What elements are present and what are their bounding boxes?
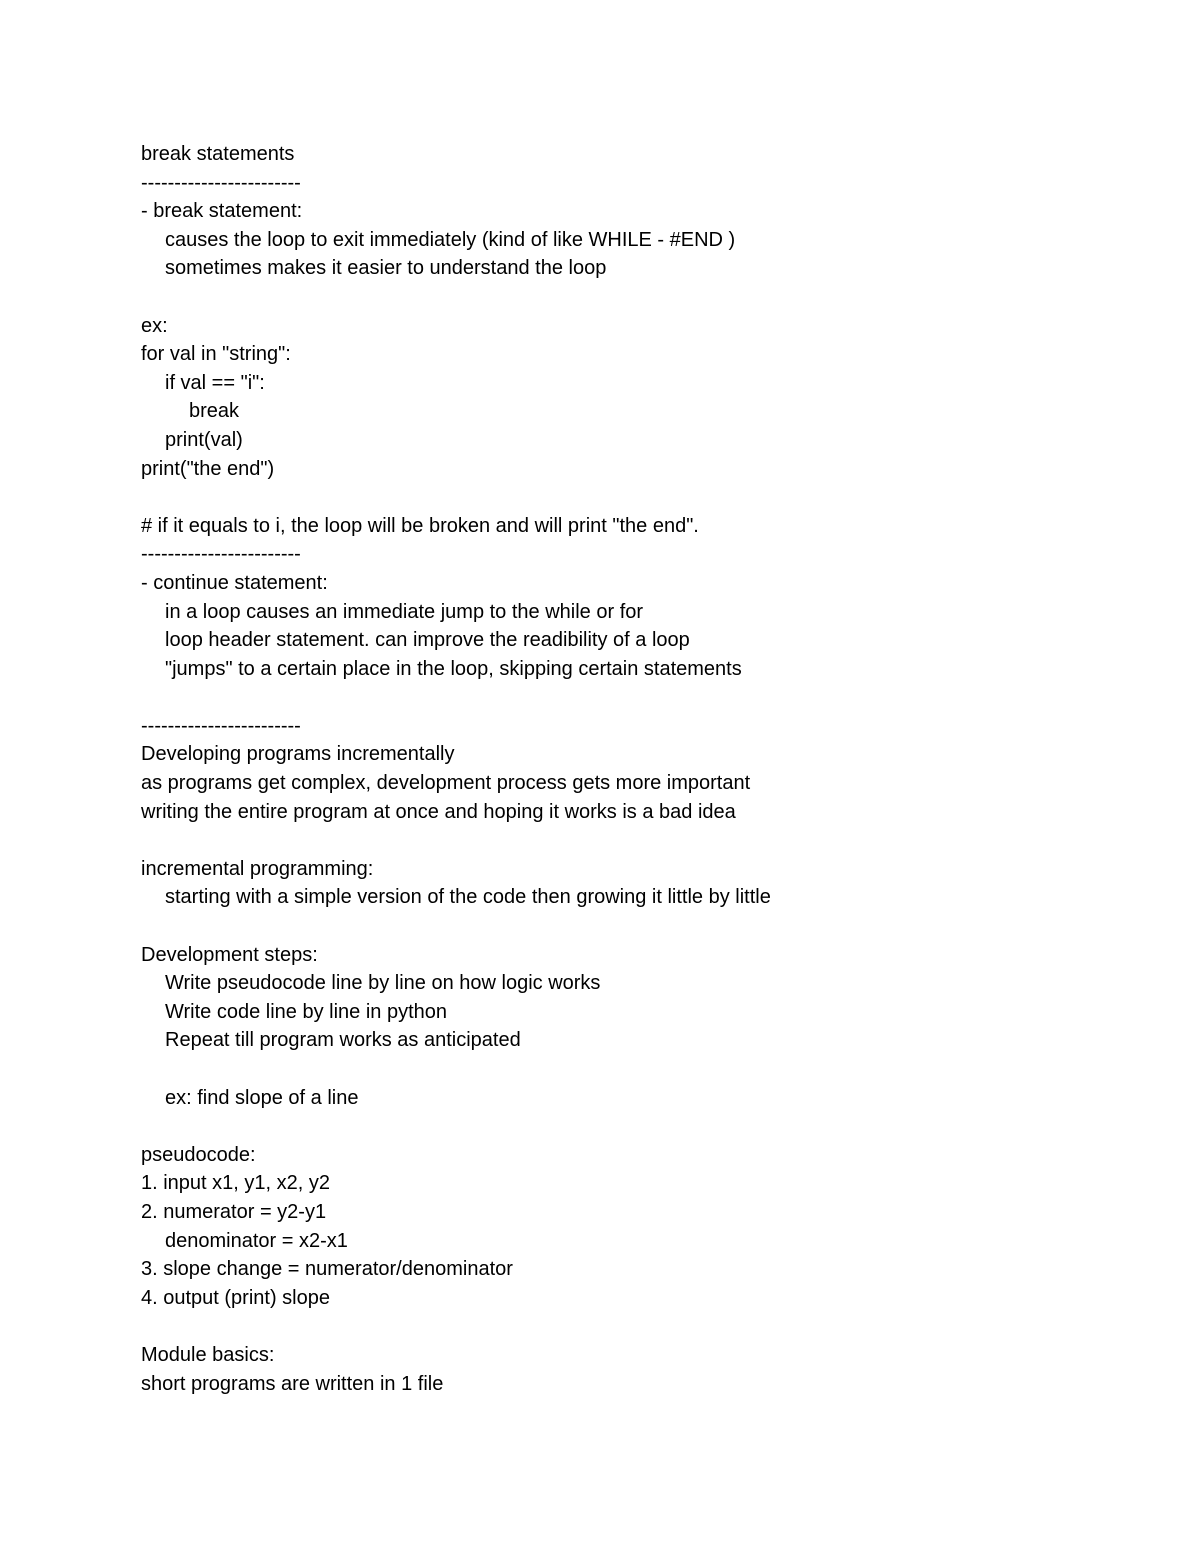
divider-line: ------------------------: [141, 714, 301, 737]
blank-line: [141, 483, 1121, 512]
text-line: starting with a simple version of the code then growing it little by little: [165, 886, 771, 909]
text-line: Development steps:: [141, 943, 318, 966]
text-line: causes the loop to exit immediately (kind of like WHILE - #END ): [165, 228, 736, 251]
blank-line: [141, 1112, 1121, 1141]
code-line: break: [189, 400, 240, 423]
text-line: Write code line by line in python: [165, 1000, 448, 1023]
divider-line: ------------------------: [141, 543, 301, 566]
list-item: 3. slope change = numerator/denominator: [141, 1258, 513, 1281]
text-line: incremental programming:: [141, 857, 374, 880]
blank-line: [141, 683, 1121, 712]
blank-line: [141, 1312, 1121, 1341]
text-line: Module basics:: [141, 1343, 275, 1366]
list-item: denominator = x2-x1: [165, 1229, 348, 1252]
list-item: 4. output (print) slope: [141, 1286, 330, 1309]
text-line: "jumps" to a certain place in the loop, skipping certain statements: [165, 657, 742, 680]
text-line: sometimes makes it easier to understand the loop: [165, 257, 607, 280]
blank-line: [141, 1055, 1121, 1084]
code-line: if val == "i":: [165, 371, 265, 394]
text-line: writing the entire program at once and hoping it works is a bad idea: [141, 800, 736, 823]
text-line: ex: find slope of a line: [165, 1086, 359, 1109]
list-item: 1. input x1, y1, x2, y2: [141, 1172, 330, 1195]
divider-line: ------------------------: [141, 171, 301, 194]
blank-line: [141, 283, 1121, 312]
text-line: - break statement:: [141, 200, 303, 223]
text-line: Repeat till program works as anticipated: [165, 1029, 521, 1052]
text-line: as programs get complex, development process gets more important: [141, 772, 751, 795]
section-title: break statements: [141, 143, 295, 165]
document-body: [141, 140, 1121, 1398]
text-line: ex:: [141, 314, 168, 337]
text-line: pseudocode:: [141, 1143, 256, 1166]
code-line: for val in "string":: [141, 343, 291, 366]
text-line: in a loop causes an immediate jump to the while or for: [165, 600, 644, 623]
comment-line: # if it equals to i, the loop will be broken and will print "the end".: [141, 514, 699, 537]
text-line: - continue statement:: [141, 571, 328, 594]
list-item: 2. numerator = y2-y1: [141, 1200, 327, 1223]
section-title: Developing programs incrementally: [141, 743, 455, 766]
text-line: loop header statement. can improve the readibility of a loop: [165, 629, 690, 652]
blank-line: [141, 912, 1121, 941]
code-line: print(val): [165, 428, 243, 451]
blank-line: [141, 826, 1121, 855]
text-line: short programs are written in 1 file: [141, 1372, 444, 1395]
text-line: Write pseudocode line by line on how logic works: [165, 972, 601, 995]
code-line: print("the end"): [141, 457, 275, 480]
